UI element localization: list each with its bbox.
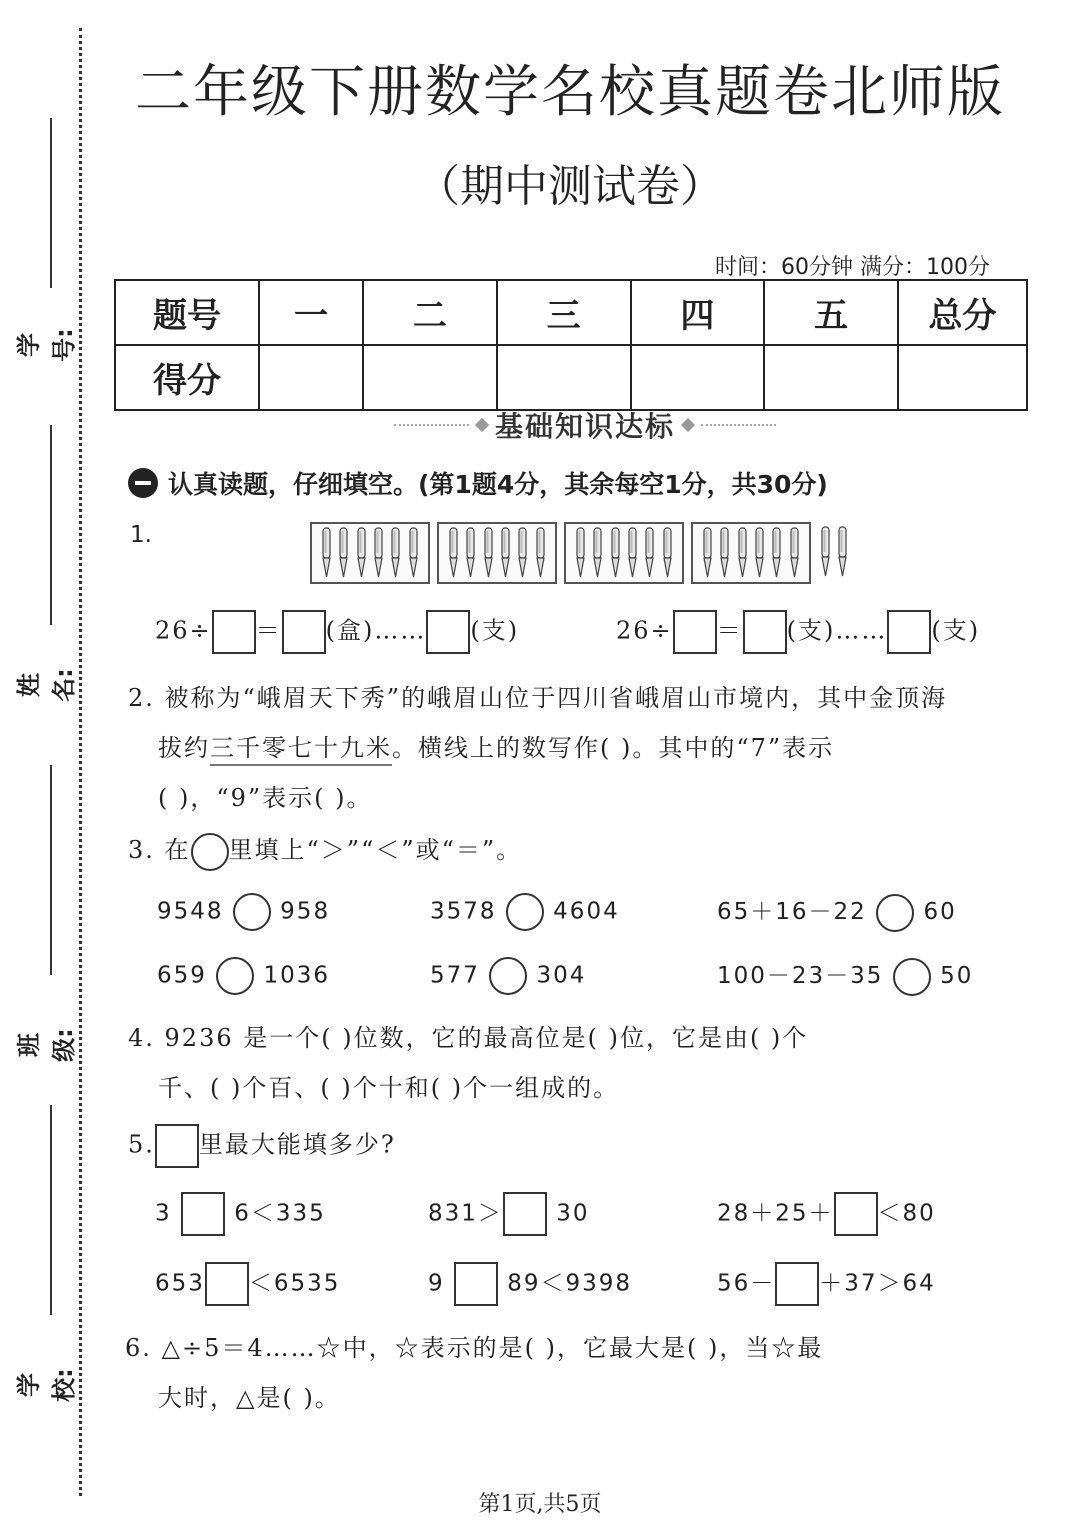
pen-icon [356, 527, 367, 579]
pen-box [437, 522, 557, 584]
part-one-heading-text: 认真读题，仔细填空。(第1题4分，其余每空1分，共30分) [168, 470, 828, 499]
compare-circle[interactable] [233, 893, 271, 931]
score-cell[interactable] [259, 345, 363, 410]
class-label: 班级: [15, 1028, 78, 1062]
answer-box[interactable] [181, 1192, 225, 1236]
divider [394, 424, 469, 426]
pen-icon [644, 527, 655, 579]
page-footer: 第1页,共5页 [478, 1492, 602, 1517]
compare-right: 1036 [263, 962, 331, 989]
pen-icon [483, 527, 494, 579]
pen-icon [754, 527, 765, 579]
q5-number: 5. [128, 1130, 155, 1159]
q5-heading [128, 1124, 396, 1168]
diamond-icon [681, 418, 695, 432]
pen-icon [662, 527, 673, 579]
square-icon [155, 1124, 199, 1168]
pen-icon [390, 527, 401, 579]
answer-box[interactable] [205, 1262, 249, 1306]
compare-circle[interactable] [506, 893, 544, 931]
answer-box[interactable] [212, 610, 256, 654]
school-label: 学校: [15, 1368, 78, 1402]
q4-line-1: 4. 9236 是一个( )位数，它的最高位是( )位，它是由( )个 [128, 1024, 809, 1052]
score-cell[interactable] [363, 345, 497, 410]
fill-item [428, 1262, 632, 1306]
fill-left: 9 [428, 1270, 445, 1297]
pen-icon [737, 527, 748, 579]
school-field-line[interactable] [50, 1105, 52, 1315]
compare-right: 4604 [553, 898, 620, 925]
pen-icon [500, 527, 511, 579]
compare-item [157, 957, 330, 995]
score-cell[interactable] [631, 345, 765, 410]
compare-right: 304 [536, 962, 587, 989]
pen-icon [789, 527, 800, 579]
compare-circle[interactable] [893, 958, 931, 996]
fill-left: 831＞ [428, 1200, 503, 1227]
unit-box-text: (盒)…… [325, 616, 427, 645]
unit-pen-text: (支) [931, 616, 981, 645]
unit-pen-text: (支) [470, 616, 520, 645]
score-cell[interactable] [898, 345, 1027, 410]
compare-left: 9548 [157, 898, 224, 925]
fill-left: 28＋25＋ [717, 1200, 834, 1227]
q3-heading [128, 830, 522, 871]
divider [701, 424, 776, 426]
compare-right: 60 [923, 899, 957, 925]
compare-item [157, 893, 330, 931]
score-header-cell: 五 [764, 280, 898, 345]
fill-right: ＜6535 [248, 1270, 341, 1297]
pen-icon [627, 527, 638, 579]
minus-circle-icon [128, 468, 158, 498]
unit-pen-text: (支)…… [786, 616, 888, 645]
fill-item [428, 1192, 590, 1236]
score-table [114, 279, 1028, 411]
fill-left: 56－ [717, 1270, 776, 1297]
pen-icon [373, 527, 384, 579]
score-header-cell: 总分 [898, 280, 1027, 345]
q2-underlined-number: 三千零七十九米 [210, 734, 392, 766]
pen-icon [517, 527, 528, 579]
fill-item [155, 1192, 326, 1236]
q2-line-3: ( )，“9”表示( )。 [158, 784, 373, 812]
pen-icon [321, 527, 332, 579]
pen-icon [338, 527, 349, 579]
compare-item [717, 957, 973, 996]
compare-left: 577 [430, 962, 480, 989]
score-table-score-row [115, 345, 1027, 410]
compare-circle[interactable] [489, 957, 527, 995]
section-banner [370, 405, 800, 445]
fill-item [717, 1192, 936, 1236]
fill-right: 89＜9398 [507, 1270, 633, 1297]
compare-circle[interactable] [216, 957, 254, 995]
loose-pens [820, 526, 848, 578]
fill-item [155, 1262, 340, 1306]
score-cell[interactable] [497, 345, 631, 410]
circle-icon [191, 833, 229, 871]
diamond-icon [475, 418, 489, 432]
fill-left: 653 [155, 1270, 205, 1297]
name-field-line[interactable] [50, 425, 52, 625]
pen-icon [408, 527, 419, 579]
section-title: 基础知识达标 [494, 410, 675, 443]
q3-text: 里填上“＞”“＜”或“＝”。 [228, 836, 523, 864]
pen-icon [592, 527, 603, 579]
score-header-cell: 三 [497, 280, 631, 345]
pen-icon [575, 527, 586, 579]
score-row-label: 得分 [115, 345, 259, 410]
q3-text: 3. 在 [128, 836, 191, 864]
id-field-line[interactable] [50, 118, 52, 288]
answer-box[interactable] [887, 610, 931, 654]
equals-sign: ＝ [716, 616, 743, 645]
score-cell[interactable] [764, 345, 898, 410]
fill-item [717, 1262, 936, 1306]
pen-icon [837, 526, 848, 578]
q2-text: 拔约 [158, 734, 210, 762]
compare-left: 3578 [430, 898, 497, 925]
answer-box[interactable] [503, 1192, 547, 1236]
q1-dividend: 26÷ [155, 616, 212, 645]
q5-text: 里最大能填多少? [198, 1130, 396, 1159]
compare-left: 659 [157, 962, 207, 989]
answer-box[interactable] [282, 610, 326, 654]
pen-icon [465, 527, 476, 579]
name-label: 姓名: [15, 668, 78, 702]
q1-division-row-2 [616, 610, 980, 654]
q6-line-2: 大时，△是( )。 [158, 1384, 341, 1412]
id-label: 学号: [15, 328, 78, 362]
compare-item [430, 893, 620, 931]
pen-icon [771, 527, 782, 579]
pen-icon [820, 526, 831, 578]
answer-box[interactable] [426, 610, 470, 654]
part-one-heading [128, 465, 828, 501]
compare-item [430, 957, 586, 995]
fill-right: 6＜335 [234, 1200, 326, 1227]
fill-right: 30 [556, 1200, 590, 1227]
page-subtitle: （期中测试卷） [416, 161, 724, 212]
q1-division-row [155, 610, 519, 654]
equals-sign: ＝ [255, 616, 282, 645]
compare-left: 100－23－35 [717, 963, 884, 989]
compare-circle[interactable] [876, 894, 914, 932]
class-field-line[interactable] [50, 765, 52, 975]
answer-box[interactable] [454, 1262, 498, 1306]
q6-line-1: 6. △÷5＝4……☆中，☆表示的是( )，它最大是( )，当☆最 [125, 1334, 824, 1362]
pen-box [564, 522, 684, 584]
answer-box[interactable] [673, 610, 717, 654]
compare-left: 65＋16－22 [717, 899, 867, 925]
compare-item [717, 893, 957, 932]
binding-dotted-line [79, 28, 82, 1496]
pen-icon [535, 527, 546, 579]
q2-text: 。横线上的数写作( )。其中的“7”表示 [392, 734, 835, 762]
pen-icon [448, 527, 459, 579]
answer-box[interactable] [775, 1262, 819, 1306]
q1-number: 1. [130, 522, 152, 548]
page-title: 二年级下册数学名校真题卷北师版 [135, 60, 1005, 125]
score-header-cell: 四 [631, 280, 765, 345]
q1-dividend: 26÷ [616, 616, 673, 645]
q4-line-2: 千、( )个百、( )个十和( )个一组成的。 [158, 1074, 620, 1102]
compare-right: 50 [940, 963, 974, 989]
pen-box [691, 522, 811, 584]
pen-icon [719, 527, 730, 579]
score-table-header-row [115, 280, 1027, 345]
pen-box [310, 522, 430, 584]
pen-icon [610, 527, 621, 579]
compare-right: 958 [280, 898, 331, 925]
score-header-cell: 二 [363, 280, 497, 345]
score-header-cell: 题号 [115, 280, 259, 345]
answer-box[interactable] [834, 1192, 878, 1236]
fill-right: ＜80 [877, 1200, 936, 1227]
fill-left: 3 [155, 1200, 172, 1227]
q2-line-1: 2. 被称为“峨眉天下秀”的峨眉山位于四川省峨眉山市境内，其中金顶海 [128, 684, 948, 712]
exam-meta: 时间：60分钟 满分：100分 [715, 255, 990, 280]
fill-right: ＋37＞64 [819, 1270, 936, 1297]
q2-line-2 [158, 728, 834, 763]
answer-box[interactable] [743, 610, 787, 654]
pen-icon [702, 527, 713, 579]
score-header-cell: 一 [259, 280, 363, 345]
